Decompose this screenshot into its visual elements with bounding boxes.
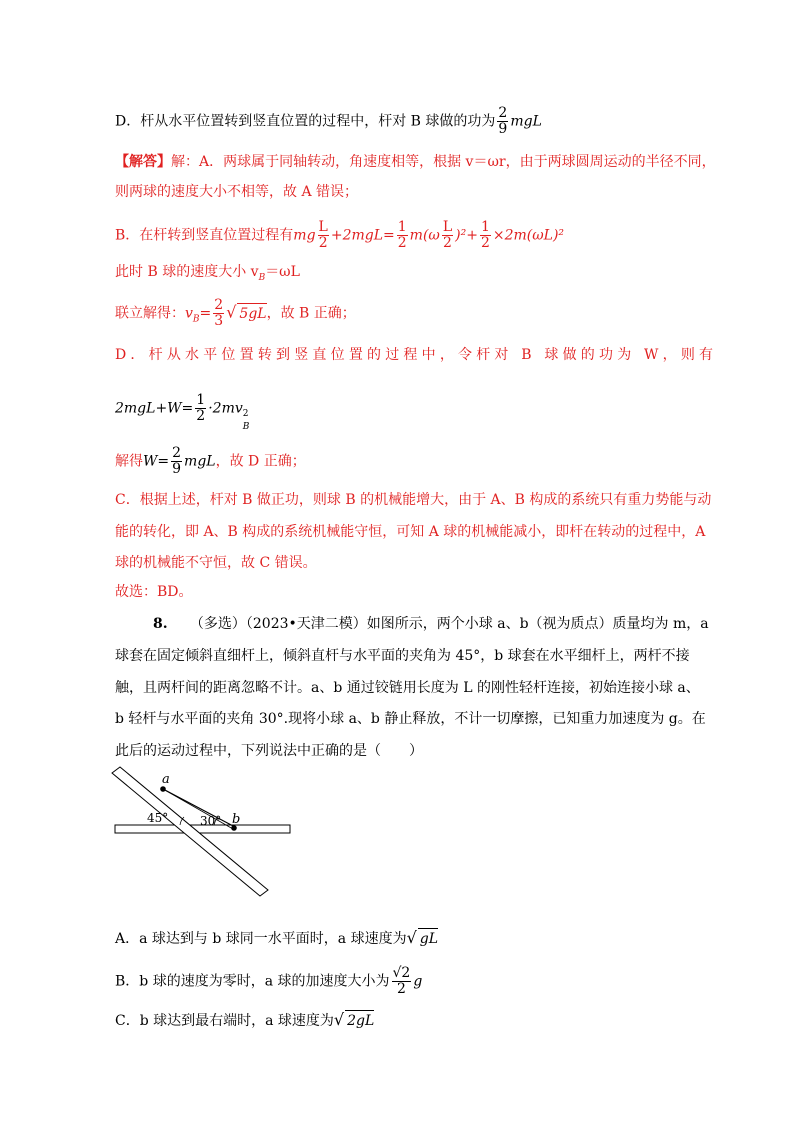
answer-text: 解：A．两球属于同轴转动，角速度相等，根据 v＝ωr，由于两球圆周运动的半径不同， — [171, 154, 716, 170]
label-a: a — [162, 772, 170, 787]
option-d-text: D．杆从水平位置转到竖直位置的过程中，杆对 B 球做的功为 — [115, 113, 496, 130]
ball-a — [160, 786, 166, 792]
q8-line-1 — [153, 614, 709, 634]
option-a: A．a 球达到与 b 球同一水平面时，a 球速度为√ gL — [115, 928, 439, 947]
fraction: $\frac{2}{9}$ — [498, 105, 508, 137]
option-b: B．b 球的速度为零时，a 球的加速度大小为 $\frac{√2}{2}$ g — [115, 965, 423, 997]
label-b: b — [232, 812, 241, 827]
option-d-previous — [115, 106, 542, 137]
answer-line-1 — [115, 152, 716, 172]
d-line: D．杆从水平位置转到竖直位置的过程中，令杆对 B 球做的功为 W，则有 — [115, 347, 718, 363]
question-number: 8. — [153, 616, 168, 632]
answer-choice: 故选：BD。 — [115, 584, 193, 600]
q8-line-2: 球套在固定倾斜直细杆上，倾斜直杆与水平面的夹角为 45°，b 球套在水平细杆上，两杆不接 — [115, 648, 690, 664]
physics-figure — [110, 765, 300, 900]
option-c: C．b 球达到最右端时，a 球速度为√ 2gL — [115, 1010, 375, 1029]
q8-line-4: b 轻杆与水平面的夹角 30°.现将小球 a、b 静止释放，不计一切摩擦，已知重力加速度为 g。在 — [115, 711, 706, 727]
solve-line: 联立解得：$v_B=$ $\frac{2}{3}$ √ 5gL，故 B 正确； — [115, 297, 356, 329]
d-equation: 2mgL+W= $\frac{1}{2}$ ·2mv 2 B — [115, 392, 250, 432]
q8-line-3: 触，且两杆间的距离忽略不计。a、b 通过铰链用长度为 L 的刚性轻杆连接，初始连接小球 a、 — [115, 680, 700, 696]
angle-30-label: 30° — [200, 814, 222, 828]
angle-45-label: 45° — [147, 811, 169, 825]
q8-body-1: （多选）（2023•天津二模）如图所示，两个小球 a、b（视为质点）质量均为 m，a — [189, 616, 709, 632]
c-line-3: 球的机械能不守恒，故 C 错误。 — [115, 555, 317, 571]
vb-line: 此时 B 球的速度大小 $v_B=\omega L$ — [115, 264, 300, 283]
answer-b-equation: B．在杆转到竖直位置过程有mg $\frac{L}{2}$ +2mgL= $\frac{1}{2}$ m(ω $\frac{L}{2}$ )²+ $\frac{1}{2}$ ×2m(ωL)² — [115, 219, 565, 251]
w-line: 解得W= $\frac{2}{9}$ mgL，故 D 正确； — [115, 445, 306, 477]
c-line-1: C．根据上述，杆对 B 做正功，则球 B 的机械能增大，由于 A、B 构成的系统只有重力势能与动 — [115, 492, 712, 508]
answer-tag: 【解答】 — [115, 154, 171, 170]
c-line-2: 能的转化，即 A、B 构成的系统机械能守恒，可知 A 球的机械能减小，即杆在转动的过程中，A — [115, 524, 706, 540]
q8-line-5: 此后的运动过程中，下列说法中正确的是（ ） — [115, 743, 423, 759]
answer-b-intro: B．在杆转到竖直位置过程有 — [115, 227, 294, 244]
formula: mgL — [510, 113, 542, 130]
answer-line-2: 则两球的速度大小不相等，故 A 错误； — [115, 184, 359, 200]
